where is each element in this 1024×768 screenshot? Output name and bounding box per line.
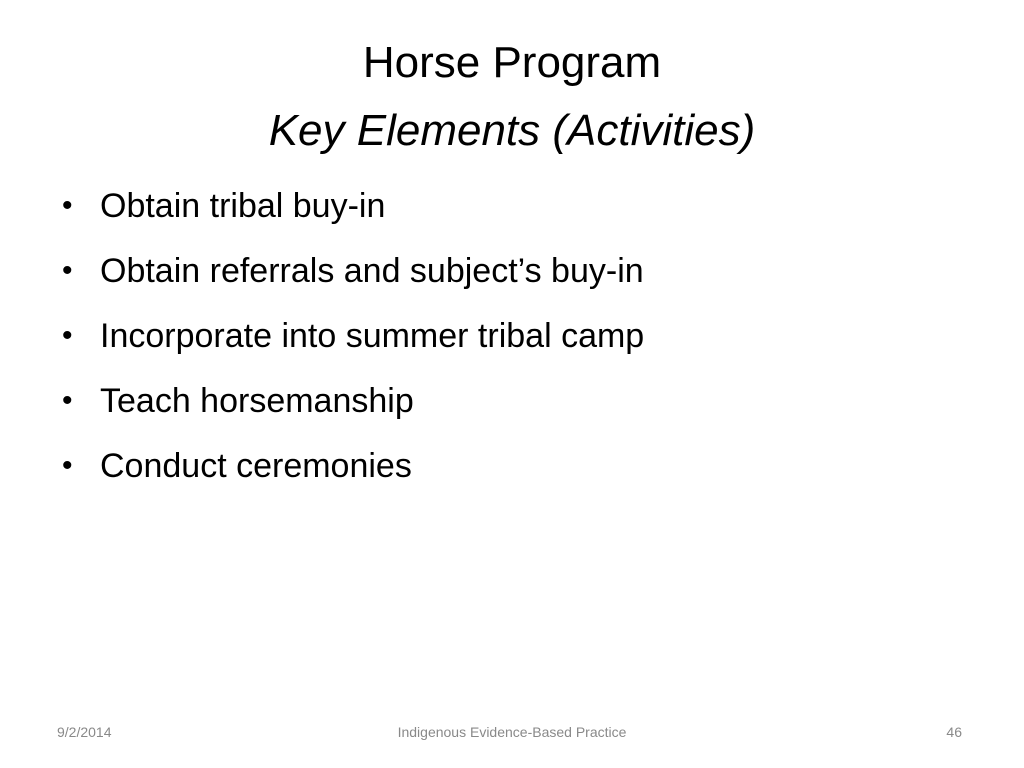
footer-title: Indigenous Evidence-Based Practice	[397, 724, 627, 740]
page-number: 46	[946, 724, 962, 740]
bullet-list	[60, 186, 960, 511]
bullet-text: Obtain referrals and subject’s buy-in	[100, 252, 644, 290]
slide-subtitle: Key Elements (Activities)	[268, 106, 756, 155]
slide-title-block	[0, 36, 1024, 158]
footer-date: 9/2/2014	[57, 724, 112, 740]
bullet-text: Incorporate into summer tribal camp	[100, 317, 645, 355]
bullet-text: Conduct ceremonies	[100, 447, 412, 485]
bullet-icon: •	[62, 254, 73, 287]
bullet-icon: •	[62, 384, 73, 417]
bullet-text: Obtain tribal buy-in	[100, 187, 386, 225]
list-item	[60, 381, 960, 421]
list-item	[60, 186, 960, 226]
list-item	[60, 251, 960, 291]
bullet-text: Teach horsemanship	[100, 382, 414, 420]
slide-title: Horse Program	[362, 38, 662, 87]
list-item	[60, 316, 960, 356]
bullet-icon: •	[62, 449, 73, 482]
bullet-icon: •	[62, 319, 73, 352]
bullet-icon: •	[62, 189, 73, 222]
list-item	[60, 446, 960, 486]
